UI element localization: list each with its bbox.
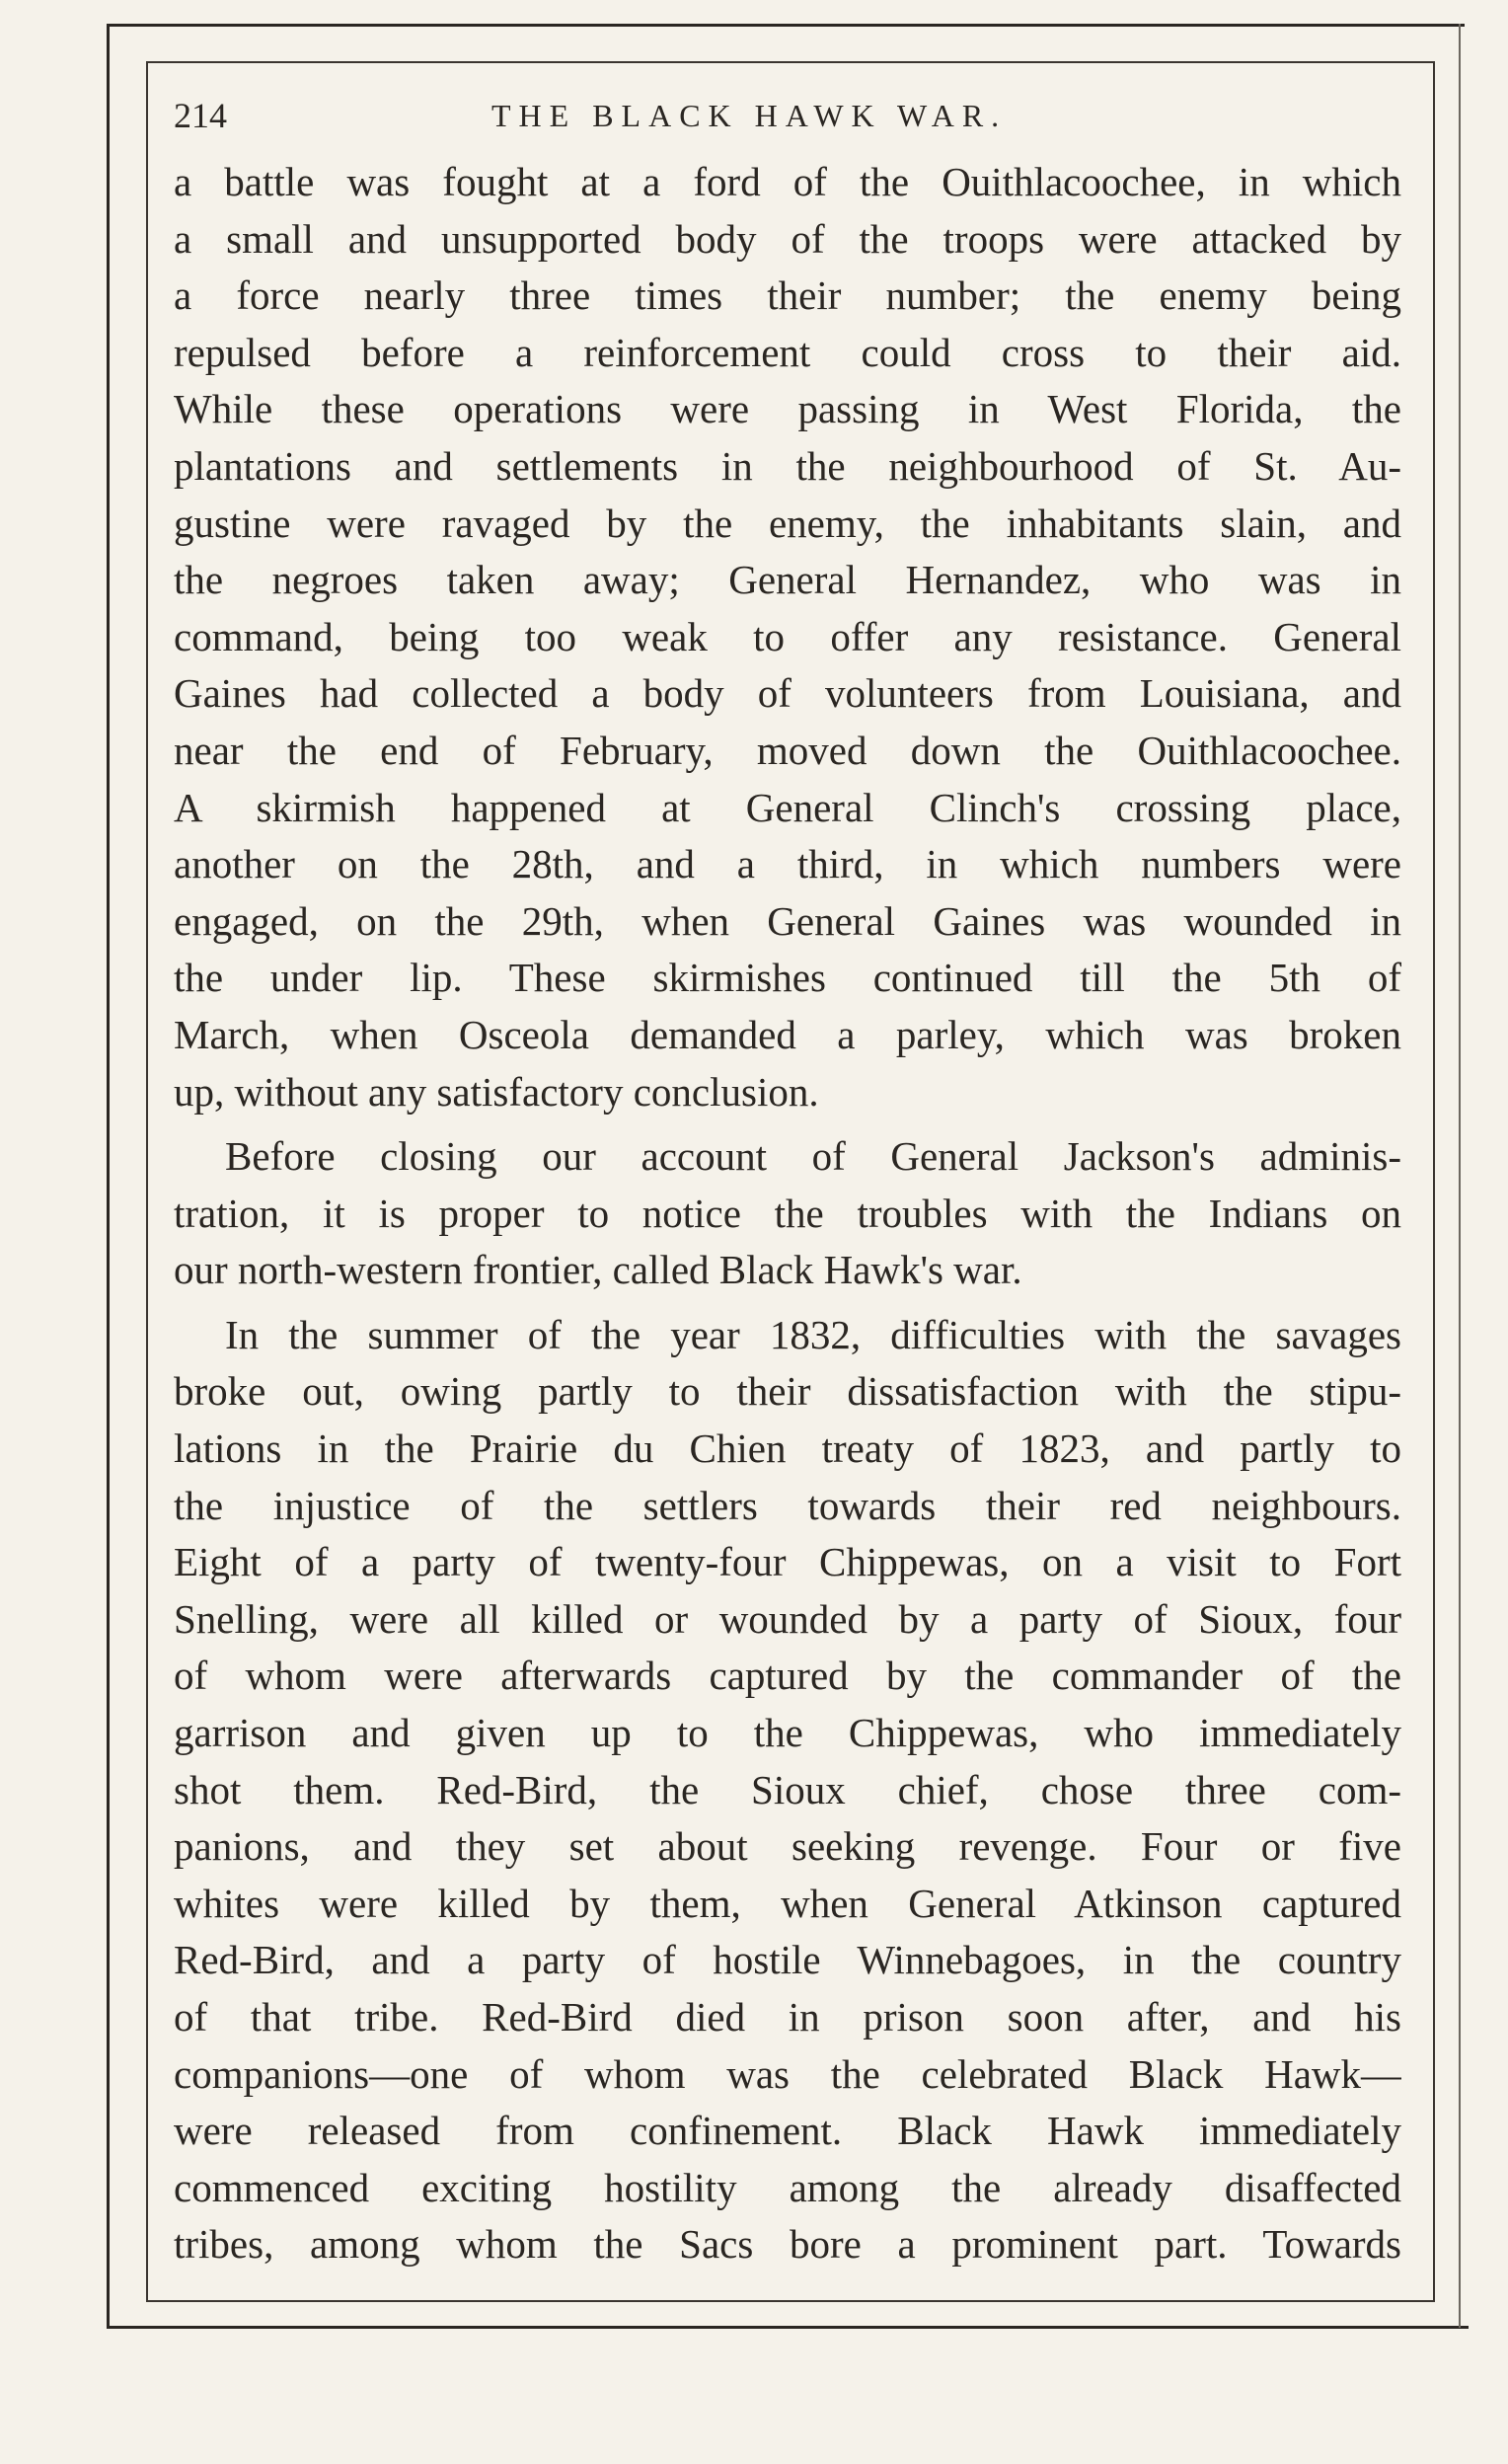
text-line: another on the 28th, and a third, in which numbers were bbox=[174, 841, 1401, 887]
text-line: a force nearly three times their number; the enemy being bbox=[174, 272, 1401, 319]
text-line: engaged, on the 29th, when General Gaines was wounded in bbox=[174, 897, 1401, 944]
text-line: the injustice of the settlers towards their red neighbours. bbox=[174, 1482, 1401, 1528]
text-line: were released from confinement. Black Hawk immediately bbox=[174, 2108, 1401, 2154]
text-line: a battle was fought at a ford of the Ouithlacoochee, in which bbox=[174, 159, 1401, 204]
text-line: March, when Osceola demanded a parley, which was broken bbox=[174, 1011, 1401, 1057]
text-line: Before closing our account of General Jackson's adminis- bbox=[225, 1133, 1401, 1180]
text-line: gustine were ravaged by the enemy, the inhabitants slain, and bbox=[174, 500, 1401, 546]
paragraph-gap bbox=[174, 1299, 1401, 1307]
text-line: tribes, among whom the Sacs bore a prominent part. Towards bbox=[174, 2221, 1401, 2268]
text-line: garrison and given up to the Chippewas, who immediately bbox=[174, 1710, 1401, 1756]
running-head: THE BLACK HAWK WAR. bbox=[491, 98, 1008, 133]
text-line: broke out, owing partly to their dissatisfaction with the stipu- bbox=[174, 1368, 1401, 1415]
text-line: a small and unsupported body of the troops were attacked by bbox=[174, 215, 1401, 262]
outer-frame-right-rule bbox=[1459, 24, 1461, 2328]
text-line: plantations and settlements in the neighbourhood of St. Au- bbox=[174, 442, 1401, 489]
page-number: 214 bbox=[174, 96, 227, 135]
text-line: command, being too weak to offer any resistance. General bbox=[174, 613, 1401, 659]
text-line: companions—one of whom was the celebrated Black Hawk— bbox=[174, 2050, 1401, 2097]
text-line: the negroes taken away; General Hernandez, who was in bbox=[174, 557, 1401, 603]
text-line: While these operations were passing in West Florida, the bbox=[174, 386, 1401, 432]
text-line: of that tribe. Red-Bird died in prison soon after, and his bbox=[174, 1994, 1401, 2040]
text-line: A skirmish happened at General Clinch's crossing place, bbox=[174, 784, 1401, 830]
text-line: of whom were afterwards captured by the commander of the bbox=[174, 1653, 1401, 1699]
page-header bbox=[174, 91, 1397, 140]
text-line: near the end of February, moved down the Ouithlacoochee. bbox=[174, 727, 1401, 773]
outer-frame-left-rule bbox=[107, 24, 110, 2328]
text-line: tration, it is proper to notice the troubles with the Indians on bbox=[174, 1190, 1401, 1236]
outer-frame-top-rule bbox=[107, 24, 1465, 27]
paragraph bbox=[174, 1128, 1401, 1299]
text-line: In the summer of the year 1832, difficulties with the savages bbox=[225, 1311, 1401, 1357]
text-line: Snelling, were all killed or wounded by a party of Sioux, four bbox=[174, 1595, 1401, 1642]
outer-frame-bottom-rule bbox=[107, 2326, 1469, 2329]
text-line: our north-western frontier, called Black Hawk's war. bbox=[174, 1247, 1022, 1293]
text-line: the under lip. These skirmishes continued till the 5th of bbox=[174, 955, 1401, 1001]
text-line: Red-Bird, and a party of hostile Winnebagoes, in the country bbox=[174, 1937, 1401, 1983]
text-line: shot them. Red-Bird, the Sioux chief, chose three com- bbox=[174, 1766, 1401, 1812]
text-line: repulsed before a reinforcement could cross to their aid. bbox=[174, 329, 1401, 375]
text-line: lations in the Prairie du Chien treaty of 1823, and partly to bbox=[174, 1425, 1401, 1472]
paragraph bbox=[174, 1307, 1401, 2273]
text-line: whites were killed by them, when General Atkinson captured bbox=[174, 1880, 1401, 1926]
text-line: Gaines had collected a body of volunteers from Louisiana, and bbox=[174, 670, 1401, 717]
paragraph-gap bbox=[174, 1120, 1401, 1128]
body-text bbox=[174, 154, 1401, 2273]
text-line: commenced exciting hostility among the already disaffected bbox=[174, 2164, 1401, 2210]
paragraph bbox=[174, 154, 1401, 1120]
text-line: up, without any satisfactory conclusion. bbox=[174, 1068, 819, 1115]
text-line: panions, and they set about seeking revenge. Four or five bbox=[174, 1823, 1401, 1870]
text-line: Eight of a party of twenty-four Chippewas, on a visit to Fort bbox=[174, 1539, 1401, 1585]
